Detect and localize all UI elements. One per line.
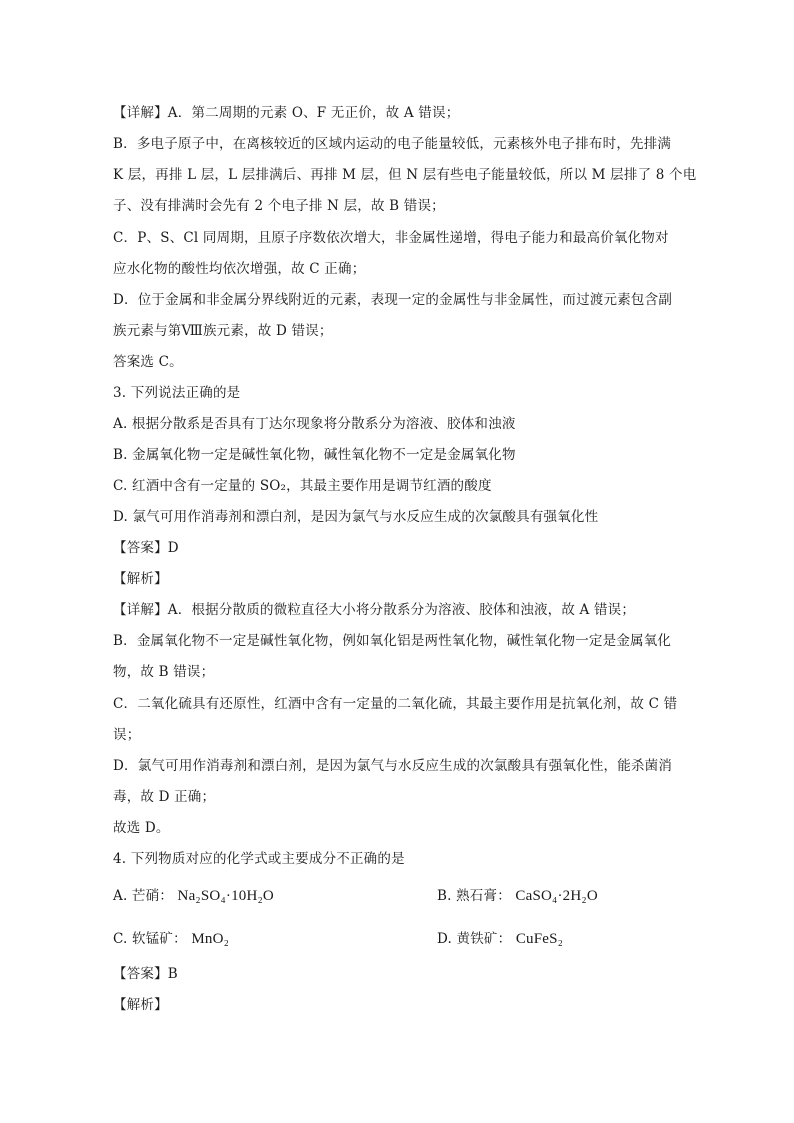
text-line: 故选 D。 bbox=[113, 820, 170, 836]
option-a-label: A. 芒硝： bbox=[113, 888, 174, 904]
question-3-option-c: C. 红酒中含有一定量的 SO₂，其最主要作用是调节红酒的酸度 bbox=[113, 478, 492, 494]
text-line: 毒，故 D 正确； bbox=[113, 789, 216, 805]
text-line: 误； bbox=[113, 727, 141, 743]
text-line: D．位于金属和非金属分界线附近的元素，表现一定的金属性与非金属性，而过渡元素包含副 bbox=[113, 292, 673, 308]
text-line: C．P、S、Cl 同周期，且原子序数依次增大，非金属性递增，得电子能力和最高价氧化物对 bbox=[113, 230, 669, 246]
text-line: 【详解】A．根据分散质的微粒直径大小将分散系分为溶液、胶体和浊液，故 A 错误； bbox=[113, 602, 636, 618]
option-d-formula: CuFeS₂ bbox=[515, 931, 564, 947]
text-line: 答案选 C。 bbox=[113, 354, 183, 370]
answer-label: 【答案】D bbox=[113, 540, 179, 556]
option-c-label: C. 软锰矿： bbox=[113, 931, 187, 947]
text-line: 族元素与第Ⅷ族元素，故 D 错误； bbox=[113, 323, 333, 339]
text-line: K 层，再排 L 层，L 层排满后、再排 M 层，但 N 层有些电子能量较低，所以 M 层排了 8 个电 bbox=[113, 167, 697, 183]
option-b-formula: CaSO₄·2H₂O bbox=[515, 888, 598, 904]
question-3-stem: 3. 下列说法正确的是 bbox=[113, 385, 241, 401]
question-4-option-c bbox=[113, 929, 229, 949]
text-line: 应水化物的酸性均依次增强，故 C 正确； bbox=[113, 261, 366, 277]
text-line: 物，故 B 错误； bbox=[113, 664, 215, 680]
text-line: C．二氧化硫具有还原性，红酒中含有一定量的二氧化硫，其最主要作用是抗氧化剂，故 C 错 bbox=[113, 696, 678, 712]
text-line: D．氯气可用作消毒剂和漂白剂，是因为氯气与水反应生成的次氯酸具有强氧化性，能杀菌消 bbox=[113, 758, 673, 774]
question-4-stem: 4. 下列物质对应的化学式或主要成分不正确的是 bbox=[113, 851, 405, 867]
option-a-formula: Na₂SO₄·10H₂O bbox=[177, 888, 274, 904]
option-b-label: B. 熟石膏： bbox=[437, 888, 511, 904]
text-line: B．多电子原子中，在离核较近的区域内运动的电子能量较低，元素核外电子排布时，先排满 bbox=[113, 136, 672, 152]
text-line: B．金属氧化物不一定是碱性氧化物，例如氧化铝是两性氧化物，碱性氧化物一定是金属氧化 bbox=[113, 633, 672, 649]
answer-label: 【答案】B bbox=[113, 966, 178, 982]
question-4-option-d bbox=[437, 929, 563, 949]
analysis-label: 【解析】 bbox=[113, 997, 168, 1013]
text-line: 子、没有排满时会先有 2 个电子排 N 层，故 B 错误； bbox=[113, 198, 445, 214]
option-c-formula: MnO₂ bbox=[191, 931, 230, 947]
option-d-label: D. 黄铁矿： bbox=[437, 931, 512, 947]
question-3-option-a: A. 根据分散系是否具有丁达尔现象将分散系分为溶液、胶体和浊液 bbox=[113, 416, 516, 432]
question-3-option-d: D. 氯气可用作消毒剂和漂白剂，是因为氯气与水反应生成的次氯酸具有强氧化性 bbox=[113, 509, 599, 525]
question-3-option-b: B. 金属氧化物一定是碱性氧化物，碱性氧化物不一定是金属氧化物 bbox=[113, 447, 516, 463]
question-4-option-a bbox=[113, 886, 274, 906]
text-line: 【详解】A．第二周期的元素 O、F 无正价，故 A 错误； bbox=[113, 105, 460, 121]
question-4-option-b bbox=[437, 886, 598, 906]
analysis-label: 【解析】 bbox=[113, 571, 168, 587]
